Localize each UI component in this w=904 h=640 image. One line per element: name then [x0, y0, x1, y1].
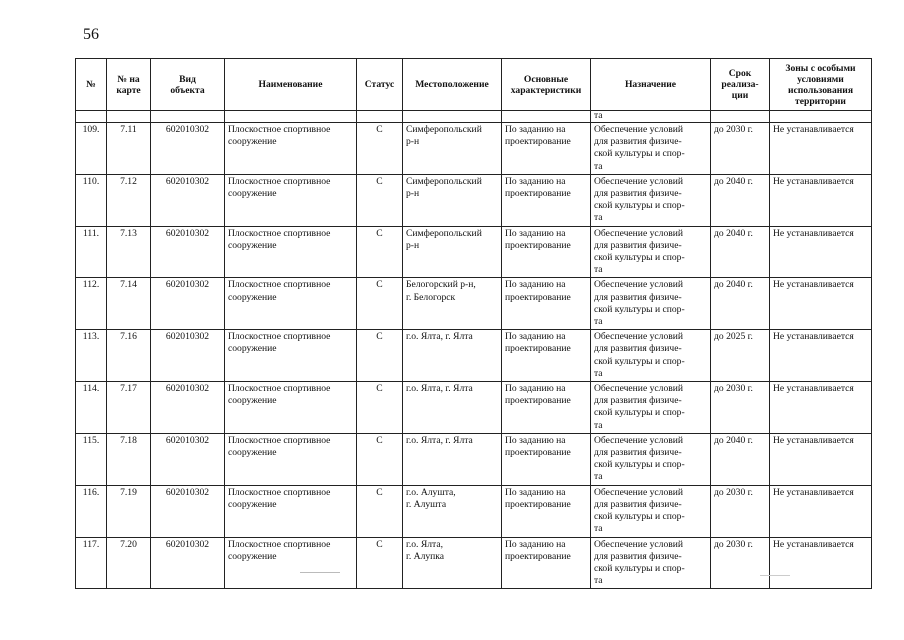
row-type: 602010302: [151, 485, 225, 537]
row-zones: Не устанавливается: [770, 278, 872, 330]
row-term: до 2030 г.: [711, 382, 770, 434]
row-zones: Не устанавливается: [770, 382, 872, 434]
table-row: [76, 382, 872, 434]
row-characteristics: По заданию на проектирование: [502, 174, 591, 226]
header-row: [76, 59, 872, 111]
row-location: Симферопольский р-н: [403, 174, 502, 226]
row-type: 602010302: [151, 433, 225, 485]
table-row: [76, 123, 872, 175]
row-purpose: Обеспечение условий для развития физиче- ской культуры и спор- та: [591, 174, 711, 226]
row-name: Плоскостное спортивное сооружение: [225, 278, 357, 330]
row-status: С: [357, 174, 403, 226]
row-characteristics: По заданию на проектирование: [502, 330, 591, 382]
row-map-num: 7.14: [107, 278, 151, 330]
row-num: 109.: [76, 123, 107, 175]
row-term: до 2030 г.: [711, 485, 770, 537]
row-zones: Не устанавливается: [770, 174, 872, 226]
header-characteristics: Основные характеристики: [502, 59, 591, 111]
page-number: 56: [83, 26, 99, 43]
row-type: 602010302: [151, 174, 225, 226]
row-status: С: [357, 278, 403, 330]
row-num: 111.: [76, 226, 107, 278]
header-term: Срок реализа- ции: [711, 59, 770, 111]
header-purpose: Назначение: [591, 59, 711, 111]
header-status: Статус: [357, 59, 403, 111]
continuation-text: та: [591, 111, 711, 123]
row-zones: Не устанавливается: [770, 485, 872, 537]
row-location: г.о. Ялта, г. Ялта: [403, 382, 502, 434]
row-num: 116.: [76, 485, 107, 537]
row-map-num: 7.13: [107, 226, 151, 278]
row-purpose: Обеспечение условий для развития физиче- ской культуры и спор- та: [591, 433, 711, 485]
scan-mark: [300, 572, 340, 573]
row-characteristics: По заданию на проектирование: [502, 278, 591, 330]
row-name: Плоскостное спортивное сооружение: [225, 174, 357, 226]
row-characteristics: По заданию на проектирование: [502, 382, 591, 434]
table-row: [76, 226, 872, 278]
table-row: [76, 330, 872, 382]
continuation-row: [76, 111, 872, 123]
row-map-num: 7.19: [107, 485, 151, 537]
row-name: Плоскостное спортивное сооружение: [225, 537, 357, 589]
row-num: 113.: [76, 330, 107, 382]
table-row: [76, 174, 872, 226]
row-term: до 2040 г.: [711, 226, 770, 278]
row-zones: Не устанавливается: [770, 433, 872, 485]
header-name: Наименование: [225, 59, 357, 111]
row-purpose: Обеспечение условий для развития физиче- ской культуры и спор- та: [591, 485, 711, 537]
row-characteristics: По заданию на проектирование: [502, 226, 591, 278]
row-location: г.о. Ялта, г. Ялта: [403, 433, 502, 485]
row-type: 602010302: [151, 537, 225, 589]
row-type: 602010302: [151, 278, 225, 330]
header-zones: Зоны с особыми условиями использования территории: [770, 59, 872, 111]
row-purpose: Обеспечение условий для развития физиче- ской культуры и спор- та: [591, 226, 711, 278]
row-status: С: [357, 433, 403, 485]
scan-mark: [760, 575, 790, 576]
row-term: до 2040 г.: [711, 174, 770, 226]
row-purpose: Обеспечение условий для развития физиче- ской культуры и спор- та: [591, 382, 711, 434]
row-status: С: [357, 485, 403, 537]
row-term: до 2040 г.: [711, 278, 770, 330]
header-location: Местоположение: [403, 59, 502, 111]
row-term: до 2030 г.: [711, 123, 770, 175]
row-type: 602010302: [151, 330, 225, 382]
row-location: г.о. Алушта, г. Алушта: [403, 485, 502, 537]
row-characteristics: По заданию на проектирование: [502, 123, 591, 175]
row-characteristics: По заданию на проектирование: [502, 485, 591, 537]
row-name: Плоскостное спортивное сооружение: [225, 330, 357, 382]
row-purpose: Обеспечение условий для развития физиче- ской культуры и спор- та: [591, 537, 711, 589]
row-characteristics: По заданию на проектирование: [502, 433, 591, 485]
row-location: г.о. Ялта, г. Алупка: [403, 537, 502, 589]
row-status: С: [357, 123, 403, 175]
row-characteristics: По заданию на проектирование: [502, 537, 591, 589]
table-row: [76, 278, 872, 330]
table-row: [76, 485, 872, 537]
row-name: Плоскостное спортивное сооружение: [225, 382, 357, 434]
row-map-num: 7.17: [107, 382, 151, 434]
table-row: [76, 537, 872, 589]
row-num: 117.: [76, 537, 107, 589]
row-num: 114.: [76, 382, 107, 434]
row-map-num: 7.12: [107, 174, 151, 226]
row-location: Симферопольский р-н: [403, 123, 502, 175]
row-zones: Не устанавливается: [770, 537, 872, 589]
header-type: Вид объекта: [151, 59, 225, 111]
row-purpose: Обеспечение условий для развития физиче- ской культуры и спор- та: [591, 330, 711, 382]
row-status: С: [357, 537, 403, 589]
row-name: Плоскостное спортивное сооружение: [225, 485, 357, 537]
row-zones: Не устанавливается: [770, 226, 872, 278]
row-num: 115.: [76, 433, 107, 485]
row-purpose: Обеспечение условий для развития физиче- ской культуры и спор- та: [591, 123, 711, 175]
row-location: г.о. Ялта, г. Ялта: [403, 330, 502, 382]
row-map-num: 7.18: [107, 433, 151, 485]
row-term: до 2040 г.: [711, 433, 770, 485]
row-num: 110.: [76, 174, 107, 226]
table-row: [76, 433, 872, 485]
row-map-num: 7.11: [107, 123, 151, 175]
row-name: Плоскостное спортивное сооружение: [225, 433, 357, 485]
row-term: до 2030 г.: [711, 537, 770, 589]
row-purpose: Обеспечение условий для развития физиче- ской культуры и спор- та: [591, 278, 711, 330]
row-location: Симферопольский р-н: [403, 226, 502, 278]
row-status: С: [357, 226, 403, 278]
row-num: 112.: [76, 278, 107, 330]
row-name: Плоскостное спортивное сооружение: [225, 226, 357, 278]
row-map-num: 7.20: [107, 537, 151, 589]
row-name: Плоскостное спортивное сооружение: [225, 123, 357, 175]
header-num: №: [76, 59, 107, 111]
objects-table: [75, 58, 872, 589]
row-type: 602010302: [151, 382, 225, 434]
row-zones: Не устанавливается: [770, 330, 872, 382]
row-term: до 2025 г.: [711, 330, 770, 382]
row-type: 602010302: [151, 123, 225, 175]
row-map-num: 7.16: [107, 330, 151, 382]
row-status: С: [357, 382, 403, 434]
row-location: Белогорский р-н, г. Белогорск: [403, 278, 502, 330]
row-zones: Не устанавливается: [770, 123, 872, 175]
header-map-num: № на карте: [107, 59, 151, 111]
row-type: 602010302: [151, 226, 225, 278]
row-status: С: [357, 330, 403, 382]
